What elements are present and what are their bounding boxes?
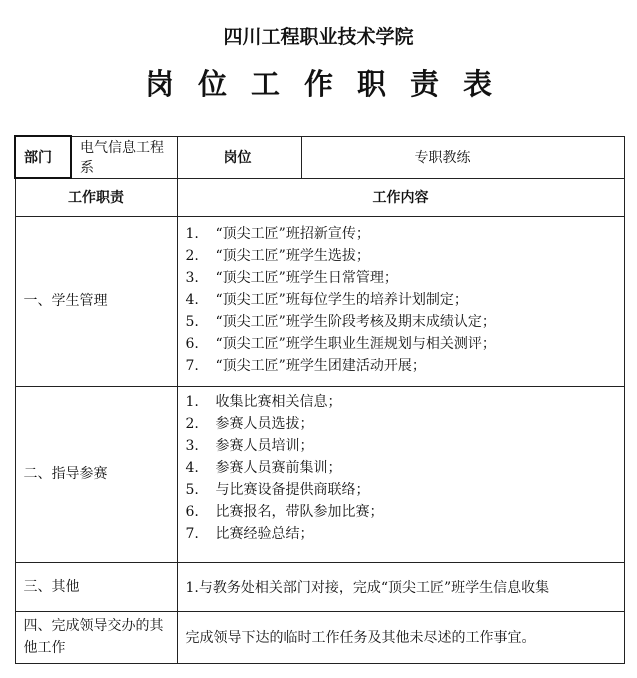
item-number: 2. — [185, 248, 199, 264]
column-header-duty: 工作职责 — [15, 178, 177, 216]
list-item — [186, 457, 624, 479]
item-number: 3. — [185, 270, 199, 286]
list-item — [186, 391, 624, 413]
section-row — [15, 216, 624, 386]
section-row — [15, 386, 624, 562]
list-item — [186, 245, 624, 267]
item-text: 参赛人员赛前集训； — [215, 459, 342, 476]
item-text: 与比赛设备提供商联络； — [215, 481, 370, 498]
item-text: “顶尖工匠”班学生团建活动开展； — [215, 358, 426, 374]
item-text: “顶尖工匠”班招新宣传； — [215, 226, 370, 242]
list-item — [186, 435, 624, 457]
item-number: 5. — [185, 314, 199, 330]
section-category: 四、完成领导交办的其他工作 — [15, 611, 177, 663]
post-value: 专职教练 — [301, 136, 624, 178]
list-item — [186, 289, 624, 311]
section-category: 二、指导参赛 — [15, 386, 177, 562]
column-header-row — [15, 178, 624, 216]
item-text: “顶尖工匠”班学生职业生涯规划与相关测评； — [215, 336, 496, 352]
item-text: 参赛人员培训； — [215, 437, 314, 454]
item-number: 4. — [185, 459, 199, 476]
item-text: “顶尖工匠”班每位学生的培养计划制定； — [215, 292, 468, 308]
item-text: “顶尖工匠”班学生选拔； — [215, 248, 370, 264]
section-content — [177, 216, 624, 386]
list-item — [186, 413, 624, 435]
section-content: 完成领导下达的临时工作任务及其他未尽述的工作事宜。 — [177, 611, 624, 663]
item-number: 7. — [185, 358, 199, 374]
item-text: “顶尖工匠”班学生阶段考核及期末成绩认定； — [215, 314, 496, 330]
section-category: 一、学生管理 — [15, 216, 177, 386]
list-item — [186, 523, 624, 545]
post-label: 岗位 — [177, 136, 301, 178]
duty-list — [178, 387, 624, 551]
section-category: 三、其他 — [15, 562, 177, 611]
duty-list — [178, 219, 624, 383]
list-item — [186, 355, 624, 377]
item-number: 4. — [185, 292, 199, 308]
item-number: 6. — [185, 503, 199, 520]
item-number: 2. — [185, 415, 199, 432]
column-header-content: 工作内容 — [177, 178, 624, 216]
list-item — [186, 311, 624, 333]
section-row — [15, 611, 624, 663]
item-text: “顶尖工匠”班学生日常管理； — [215, 270, 398, 286]
item-text: 参赛人员选拔； — [215, 415, 314, 432]
section-content — [177, 386, 624, 562]
list-item — [186, 501, 624, 523]
section-content: 1.与教务处相关部门对接，完成“顶尖工匠”班学生信息收集 — [177, 562, 624, 611]
item-number: 6. — [185, 336, 199, 352]
item-number: 3. — [185, 437, 199, 454]
page-title: 岗位工作职责表 — [144, 67, 516, 101]
dept-label: 部门 — [15, 136, 71, 178]
item-number: 1. — [185, 393, 199, 410]
duty-table — [14, 135, 625, 664]
item-number: 1. — [185, 226, 199, 242]
list-item — [186, 223, 624, 245]
list-item — [186, 479, 624, 501]
item-number: 7. — [185, 525, 199, 542]
school-name: 四川工程职业技术学院 — [223, 26, 414, 48]
list-item — [186, 267, 624, 289]
item-text: 收集比赛相关信息； — [215, 393, 342, 410]
item-text: 比赛经验总结； — [215, 525, 314, 542]
info-row — [15, 136, 624, 178]
item-text: 比赛报名，带队参加比赛； — [215, 503, 384, 520]
dept-value: 电气信息工程系 — [71, 136, 177, 178]
section-row — [15, 562, 624, 611]
item-number: 5. — [185, 481, 199, 498]
list-item — [186, 333, 624, 355]
